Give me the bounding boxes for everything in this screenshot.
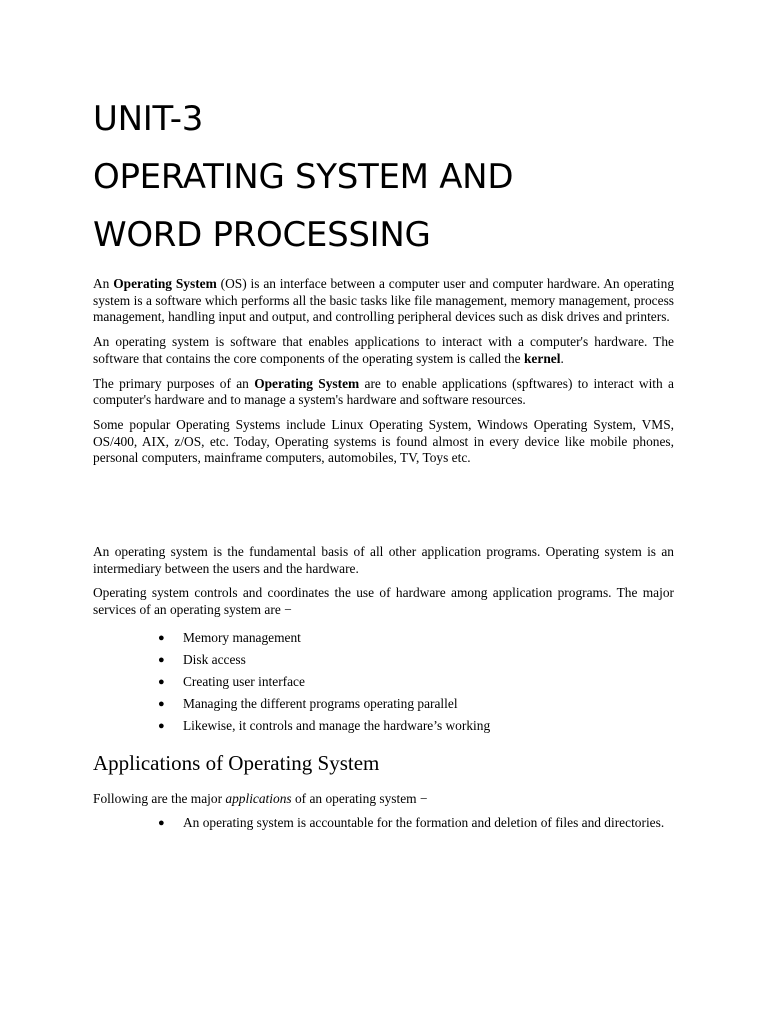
- bullet-icon: ●: [158, 675, 165, 688]
- p7-text-post: of an operating system −: [291, 790, 428, 806]
- list-item-text: Likewise, it controls and manage the hardware’s working: [183, 717, 491, 733]
- bullet-icon: ●: [158, 653, 165, 666]
- p3-text-post: are to enable applications (spftwares) to interact with a computer's hardware and to manage a system's hardware and software resources.: [93, 375, 674, 408]
- list-item: [93, 652, 674, 669]
- p1-bold-term: Operating System: [113, 276, 217, 291]
- bullet-icon: ●: [158, 817, 165, 830]
- list-item: [93, 696, 674, 713]
- p3-text-pre: The primary purposes of an: [93, 375, 255, 391]
- p2-bold-term: kernel: [523, 350, 561, 366]
- paragraph-popular-os: Some popular Operating Systems include Linux Operating System, Windows Operating System, VMS, OS/400, AIX, z/OS, etc. Today, Operating systems is found almost in every device like mobile phones, personal computers, mainframe computers, automobiles, TV, Toys etc.: [93, 416, 674, 466]
- title-line-1: OPERATING SYSTEM AND: [93, 157, 514, 197]
- applications-list: [93, 815, 674, 832]
- list-item-text: Creating user interface: [183, 673, 305, 689]
- blank-space: [93, 475, 674, 544]
- paragraph-services-intro: Operating system controls and coordinates the use of hardware among application programs. The major services of an operating system are −: [93, 585, 674, 618]
- paragraph-fundamental-basis: An operating system is the fundamental basis of all other application programs. Operating system is an intermediary between the users and the hardware.: [93, 544, 674, 576]
- list-item: [93, 630, 674, 647]
- p2-text-post: .: [560, 350, 564, 366]
- list-item-text: An operating system is accountable for the formation and deletion of files and directories.: [183, 815, 665, 831]
- p3-bold-term: Operating System: [254, 375, 360, 391]
- list-item: [93, 815, 674, 832]
- bullet-icon: ●: [158, 631, 165, 644]
- p7-italic-term: applications: [225, 790, 292, 806]
- list-item-text: Managing the different programs operating parallel: [183, 695, 458, 711]
- list-item: [93, 674, 674, 691]
- p1-text-post: (OS) is an interface between a computer user and computer hardware. An operating system is a software which performs all the basic tasks like file management, memory management, process management, handling input and output, and controlling peripheral devices such as disk drives and printers.: [93, 276, 675, 325]
- paragraph-os-definition: [93, 276, 674, 326]
- unit-heading: UNIT-3: [93, 99, 204, 139]
- paragraph-purposes: [93, 376, 674, 409]
- p7-text-pre: Following are the major: [93, 790, 226, 806]
- list-item-text: Memory management: [183, 629, 301, 645]
- list-item-text: Disk access: [183, 651, 246, 667]
- section-heading-applications: Applications of Operating System: [93, 750, 380, 775]
- bullet-icon: ●: [158, 697, 165, 710]
- paragraph-applications-intro: [93, 791, 674, 808]
- bullet-icon: ●: [158, 719, 165, 732]
- p1-text-pre: An: [93, 276, 114, 291]
- document-content: [93, 0, 674, 844]
- title-line-2: WORD PROCESSING: [93, 215, 431, 255]
- list-item: [93, 718, 674, 735]
- services-list: [93, 630, 674, 735]
- p2-text-pre: An operating system is software that enables applications to interact with a computer's hardware. The software that contains the core components of the operating system is called the: [93, 334, 674, 366]
- paragraph-kernel: [93, 334, 674, 367]
